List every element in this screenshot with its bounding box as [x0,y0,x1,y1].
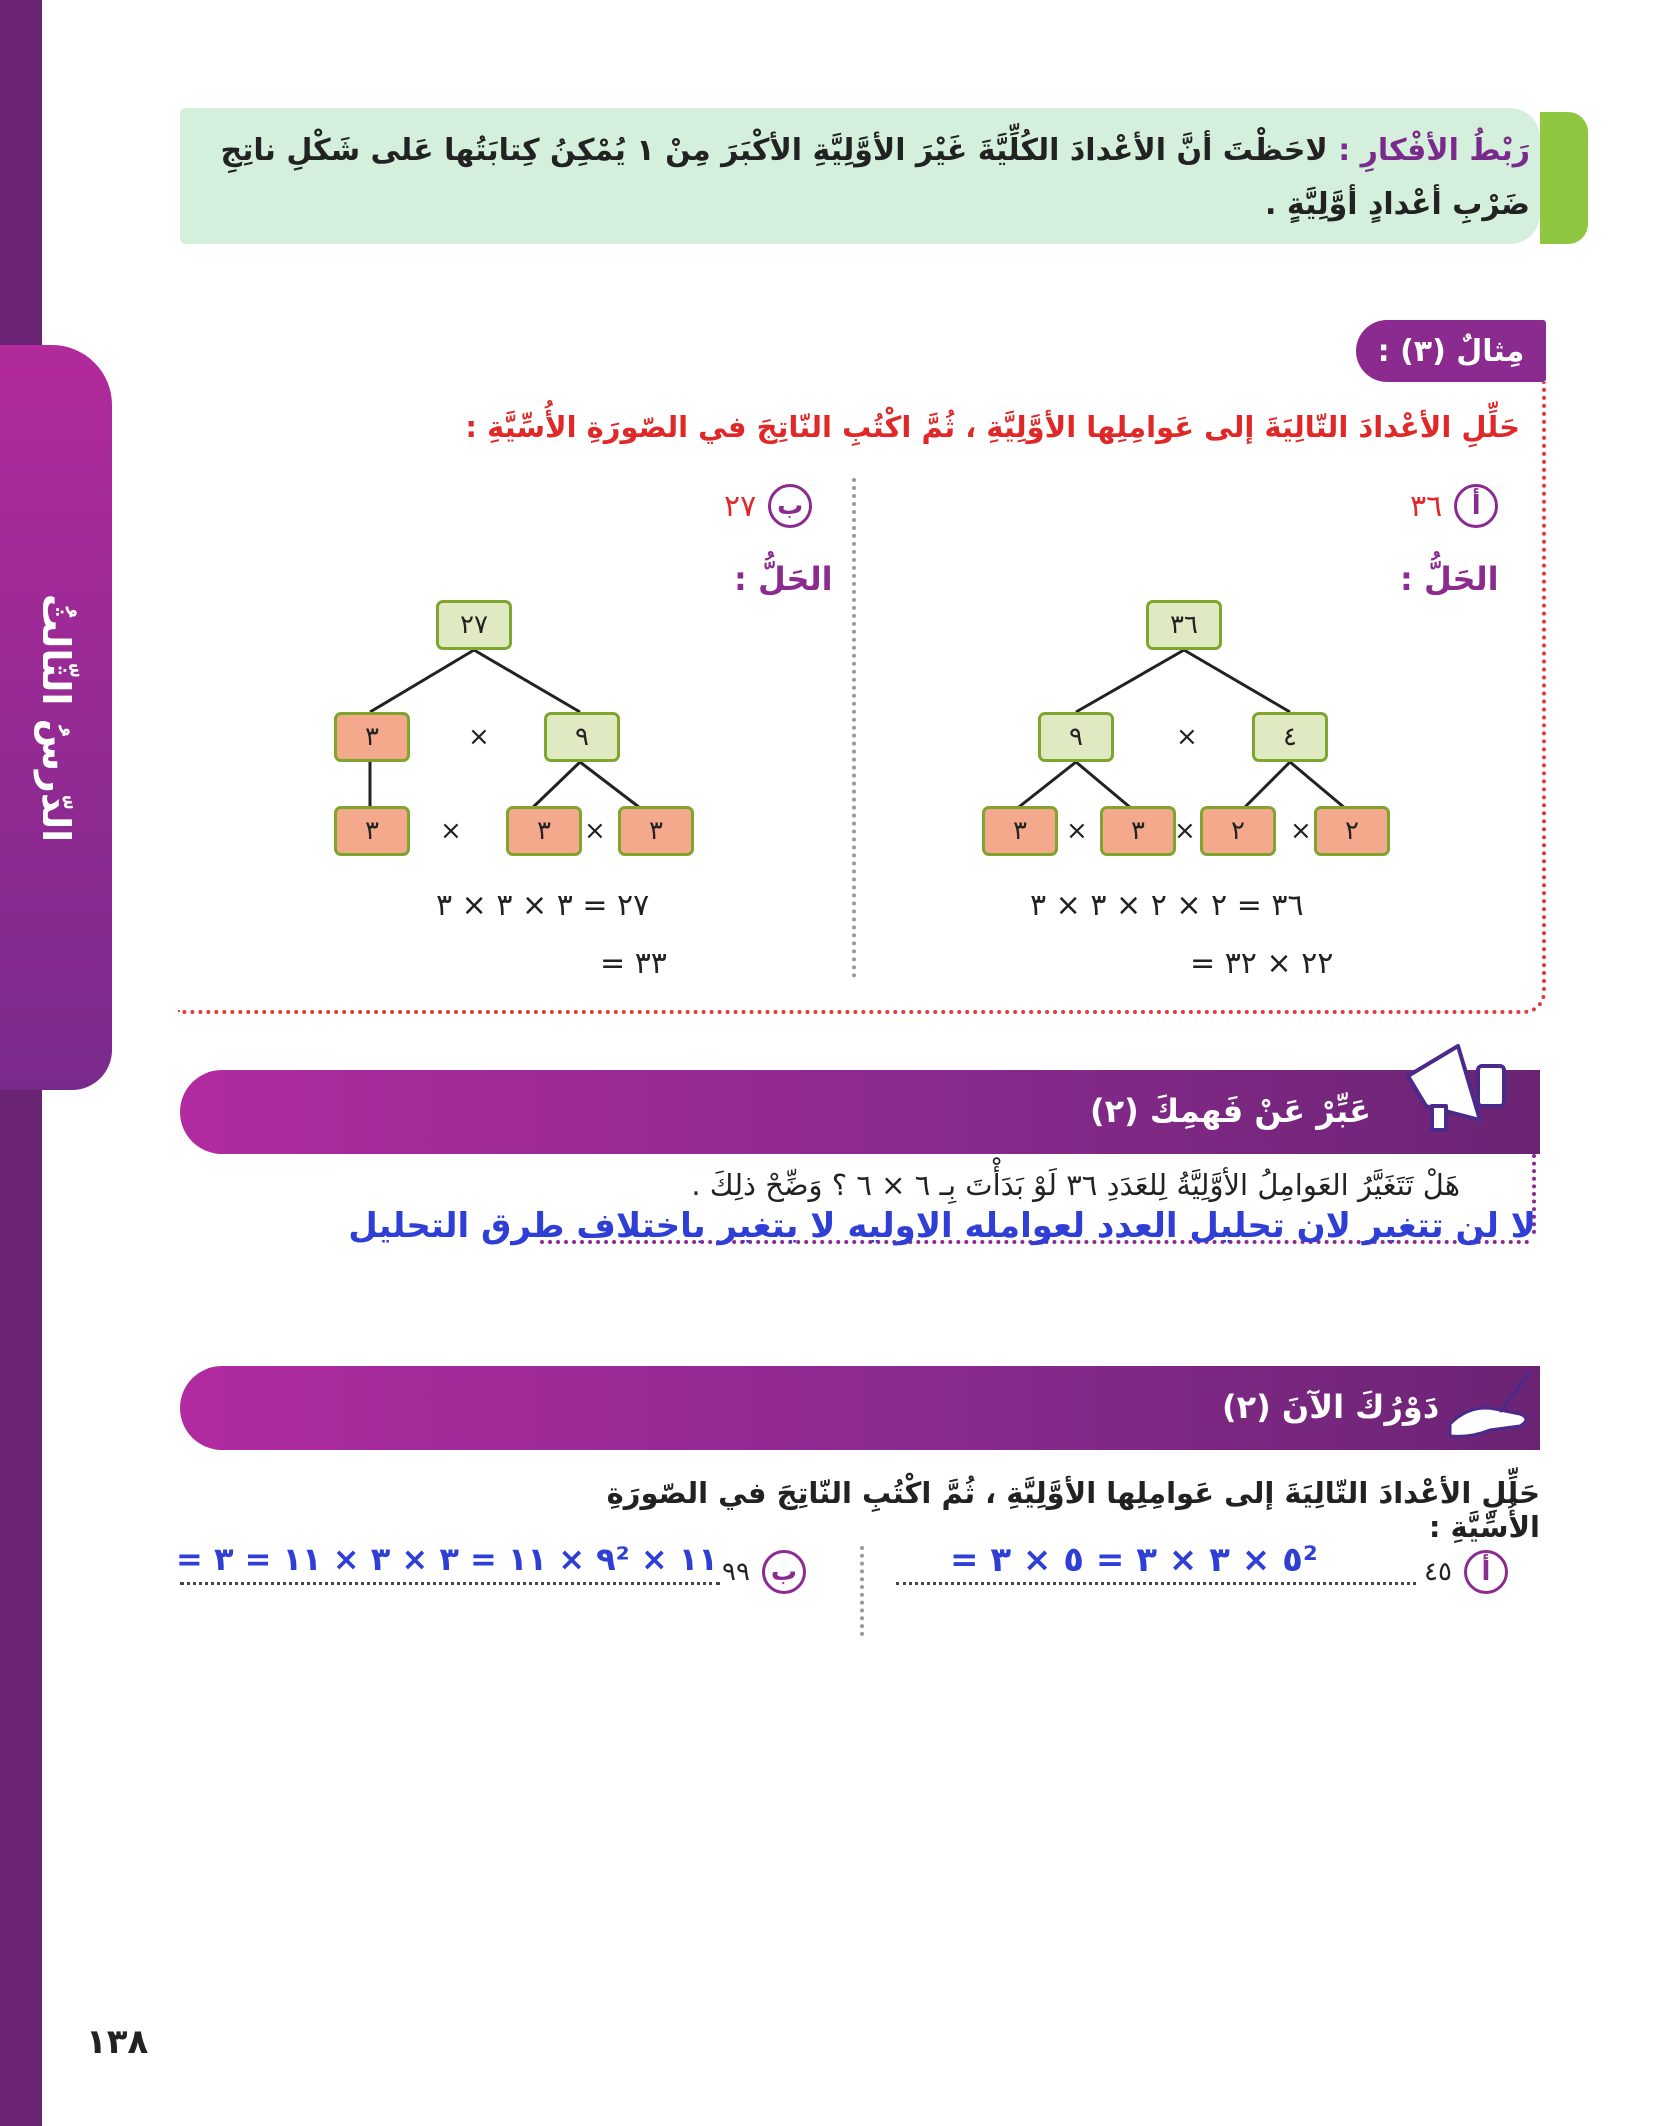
example-part-b-letter: ب [768,484,812,528]
connect-ideas-label: رَبْطُ الأفْكارِ : [1338,133,1530,168]
example-instruction: حَلِّلِ الأعْدادَ التّالِيَةَ إلى عَوامِلِها الأوَّلِيَّةِ ، ثُمَّ اكْتُبِ النّاتِجَ في الصّورَةِ الأُسِّيَّةِ : [465,410,1520,444]
example-part-a-line1: ٣٦ = ٢ × ٢ × ٣ × ٣ [1030,888,1304,923]
connect-ideas-text [210,124,1530,232]
your-turn-divider [860,1546,864,1636]
tree-a-leaf-3b: ٣ [1100,806,1176,856]
example-part-b-head [724,484,812,528]
tree-a-leaf-3a: ٣ [982,806,1058,856]
your-turn-part-a-number: ٤٥ [1424,1557,1452,1587]
connect-ideas-accent [1540,112,1588,244]
express-handwritten-answer: لا لن تتغير لان تحليل العدد لعوامله الاوليه لا يتغير باختلاف طرق التحليل [348,1206,1536,1246]
hand-writing-icon [1440,1364,1540,1450]
tree-a-times-3: × [1174,816,1196,846]
example-part-a-head [1410,484,1498,528]
example-part-b-solution-label: الحَلُّ : [734,560,833,598]
example-part-a-solution-label: الحَلُّ : [1400,560,1499,598]
example-part-a-line2: = ٢٢ × ٣٢ [1190,946,1334,981]
your-turn-part-a-head [1424,1550,1508,1594]
tree-a-leaf-2b: ٢ [1314,806,1390,856]
your-turn-part-a-handwritten: = ٥ × ٣ × ٣ = ٥ × ٣² [950,1540,1318,1580]
tree-b-times-1: × [468,722,490,752]
example-part-a-letter: أ [1454,484,1498,528]
your-turn-part-a-letter: أ [1464,1550,1508,1594]
example-divider [852,478,856,978]
tree-b-times-2: × [440,816,462,846]
your-turn-part-b-head [722,1550,806,1594]
megaphone-icon [1396,1036,1516,1136]
page-number: ١٣٨ [86,2022,149,2062]
example-part-b-line2: = ٣٣ [600,946,667,981]
example-badge: مِثالٌ (٣) : [1356,320,1546,382]
express-question: هَلْ تَتَغَيَّرُ العَوامِلُ الأوَّلِيَّةُ لِلعَدَدِ ٣٦ لَوْ بَدَأْتَ بِـ ٦ × ٦ ؟ وَضِّحْ ذلِكَ . [691,1168,1460,1202]
connect-ideas-body: لاحَظْتَ أنَّ الأعْدادَ الكُلِّيَّةَ غَيْرَ الأوَّلِيَّةِ الأكْبَرَ مِنْ ١ يُمْكِنُ كِتابَتُها عَلى شَكْلِ ناتِجِ ضَرْبِ أعْدادٍ أوَّلِيَّةٍ . [220,133,1530,222]
your-turn-part-b-number: ٩٩ [722,1557,750,1587]
tree-a-root: ٣٦ [1146,600,1222,650]
your-turn-part-b-letter: ب [762,1550,806,1594]
your-turn-part-b-line [180,1582,720,1585]
lesson-tab-label: الدّرسُ الثّالثُ [34,593,79,842]
tree-b-node-9: ٩ [544,712,620,762]
tree-a-times-4: × [1290,816,1312,846]
tree-b-leaf-3b: ٣ [506,806,582,856]
your-turn-instruction: حَلِّلِ الأعْدادَ التّالِيَةَ إلى عَوامِلِها الأوَّلِيَّةِ ، ثُمَّ اكْتُبِ النّاتِجَ في الصّورَةِ الأُسِّيَّةِ : [606,1476,1540,1544]
your-turn-title: دَوْرُكَ الآنَ (٢) [1222,1388,1440,1426]
tree-a-times-1: × [1176,722,1198,752]
tree-b-leaf-3c: ٣ [618,806,694,856]
your-turn-part-a-line [896,1582,1416,1585]
example-part-b-line1: ٢٧ = ٣ × ٣ × ٣ [436,888,650,923]
express-title: عَبِّرْ عَنْ فَهمِكَ (٢) [1090,1092,1372,1130]
tree-a-times-2: × [1066,816,1088,846]
tree-a-node-9: ٩ [1038,712,1114,762]
tree-b-node-3: ٣ [334,712,410,762]
your-turn-part-b-handwritten: = ٩ × ١١ = ٣ × ٣ × ١١ = ٣² × ١١ [176,1540,718,1578]
tree-a-leaf-2a: ٢ [1200,806,1276,856]
tree-b-leaf-3a: ٣ [334,806,410,856]
tree-b-times-3: × [584,816,606,846]
tree-a-node-4: ٤ [1252,712,1328,762]
tree-b-root: ٢٧ [436,600,512,650]
example-part-a-number: ٣٦ [1410,488,1443,524]
example-part-b-number: ٢٧ [724,488,757,524]
